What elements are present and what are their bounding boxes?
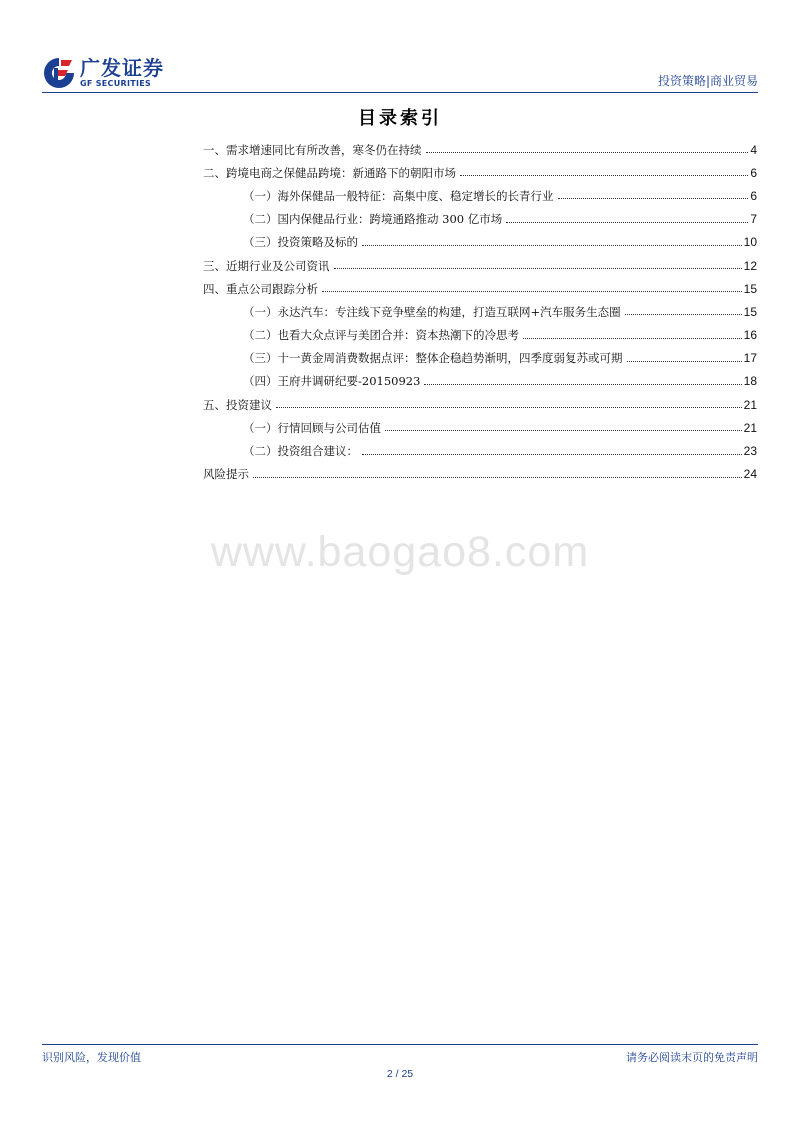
toc-entry[interactable] — [203, 416, 757, 439]
toc-entry-page: 10 — [743, 235, 757, 250]
table-of-contents — [203, 138, 757, 486]
toc-entry-page: 16 — [743, 328, 757, 343]
toc-entry-title: 一、需求增速同比有所改善，寒冬仍在持续 — [203, 142, 422, 157]
toc-leader-dots — [362, 446, 742, 455]
toc-entry[interactable] — [203, 439, 757, 462]
toc-entry-page: 12 — [743, 258, 757, 273]
toc-entry-page: 21 — [743, 420, 757, 435]
toc-leader-dots — [625, 306, 742, 315]
toc-entry-title: （一）永达汽车：专注线下竞争壁垒的构建，打造互联网+汽车服务生态圈 — [243, 304, 621, 319]
footer-divider — [42, 1044, 758, 1045]
toc-entry-title: 五、投资建议 — [203, 397, 272, 412]
toc-leader-dots — [276, 399, 742, 408]
toc-entry[interactable] — [203, 347, 757, 370]
footer-slogan: 识别风险，发现价值 — [42, 1051, 141, 1064]
toc-entry-page: 7 — [750, 212, 757, 227]
toc-entry-title: （二）也看大众点评与美团合并：资本热潮下的冷思考 — [243, 328, 519, 343]
toc-entry-page: 21 — [743, 397, 757, 412]
toc-entry-title: （四）王府井调研纪要-20150923 — [243, 374, 421, 389]
toc-entry[interactable] — [203, 324, 757, 347]
logo-chinese-text: 广发证券 — [80, 56, 164, 80]
toc-entry[interactable] — [203, 161, 757, 184]
toc-title: 目录索引 — [358, 108, 442, 129]
toc-entry-title: 三、近期行业及公司资讯 — [203, 258, 330, 273]
toc-entry-title: （二）投资组合建议： — [243, 444, 358, 459]
page-header — [42, 52, 758, 92]
toc-entry-page: 15 — [743, 281, 757, 296]
gf-securities-logo — [42, 56, 164, 90]
toc-leader-dots — [362, 237, 742, 246]
toc-entry-title: 风险提示 — [203, 467, 249, 482]
logo-english-text: GF SECURITIES — [80, 79, 152, 88]
toc-entry-page: 17 — [743, 351, 757, 366]
toc-entry-page: 4 — [750, 142, 757, 157]
toc-leader-dots — [385, 422, 742, 431]
header-divider — [42, 92, 758, 93]
gf-logo-icon — [42, 56, 76, 90]
toc-entry-page: 6 — [750, 188, 757, 203]
toc-entry[interactable] — [203, 231, 757, 254]
footer-disclaimer-note: 请务必阅读末页的免责声明 — [626, 1051, 758, 1064]
toc-leader-dots — [424, 376, 741, 385]
toc-entry-title: 二、跨境电商之保健品跨境：新通路下的朝阳市场 — [203, 165, 456, 180]
toc-entry[interactable] — [203, 138, 757, 161]
toc-leader-dots — [460, 167, 748, 176]
toc-entry[interactable] — [203, 370, 757, 393]
toc-entry[interactable] — [203, 463, 757, 486]
toc-entry[interactable] — [203, 184, 757, 207]
toc-entry[interactable] — [203, 300, 757, 323]
toc-entry-page: 18 — [743, 374, 757, 389]
toc-leader-dots — [334, 260, 742, 269]
toc-entry-page: 6 — [750, 165, 757, 180]
toc-entry-title: 四、重点公司跟踪分析 — [203, 281, 318, 296]
toc-entry-title: （一）行情回顾与公司估值 — [243, 420, 381, 435]
toc-entry[interactable] — [203, 393, 757, 416]
toc-entry-page: 15 — [743, 304, 757, 319]
toc-leader-dots — [253, 469, 742, 478]
toc-leader-dots — [322, 283, 742, 292]
toc-entry[interactable] — [203, 277, 757, 300]
toc-entry-title: （三）十一黄金周消费数据点评：整体企稳趋势渐明，四季度弱复苏或可期 — [243, 351, 623, 366]
toc-leader-dots — [506, 214, 748, 223]
watermark-text: www.baogao8.com — [210, 528, 590, 576]
toc-entry-page: 24 — [743, 467, 757, 482]
toc-leader-dots — [627, 353, 742, 362]
toc-entry-title: （二）国内保健品行业：跨境通路推动 300 亿市场 — [243, 212, 503, 227]
toc-entry[interactable] — [203, 254, 757, 277]
report-category: 投资策略|商业贸易 — [657, 74, 758, 88]
toc-leader-dots — [523, 330, 742, 339]
toc-entry[interactable] — [203, 208, 757, 231]
toc-leader-dots — [426, 144, 749, 153]
toc-entry-title: （一）海外保健品一般特征：高集中度、稳定增长的长青行业 — [243, 188, 554, 203]
toc-entry-page: 23 — [743, 444, 757, 459]
toc-entry-title: （三）投资策略及标的 — [243, 235, 358, 250]
page-number: 2 / 25 — [386, 1068, 414, 1080]
toc-leader-dots — [558, 190, 749, 199]
